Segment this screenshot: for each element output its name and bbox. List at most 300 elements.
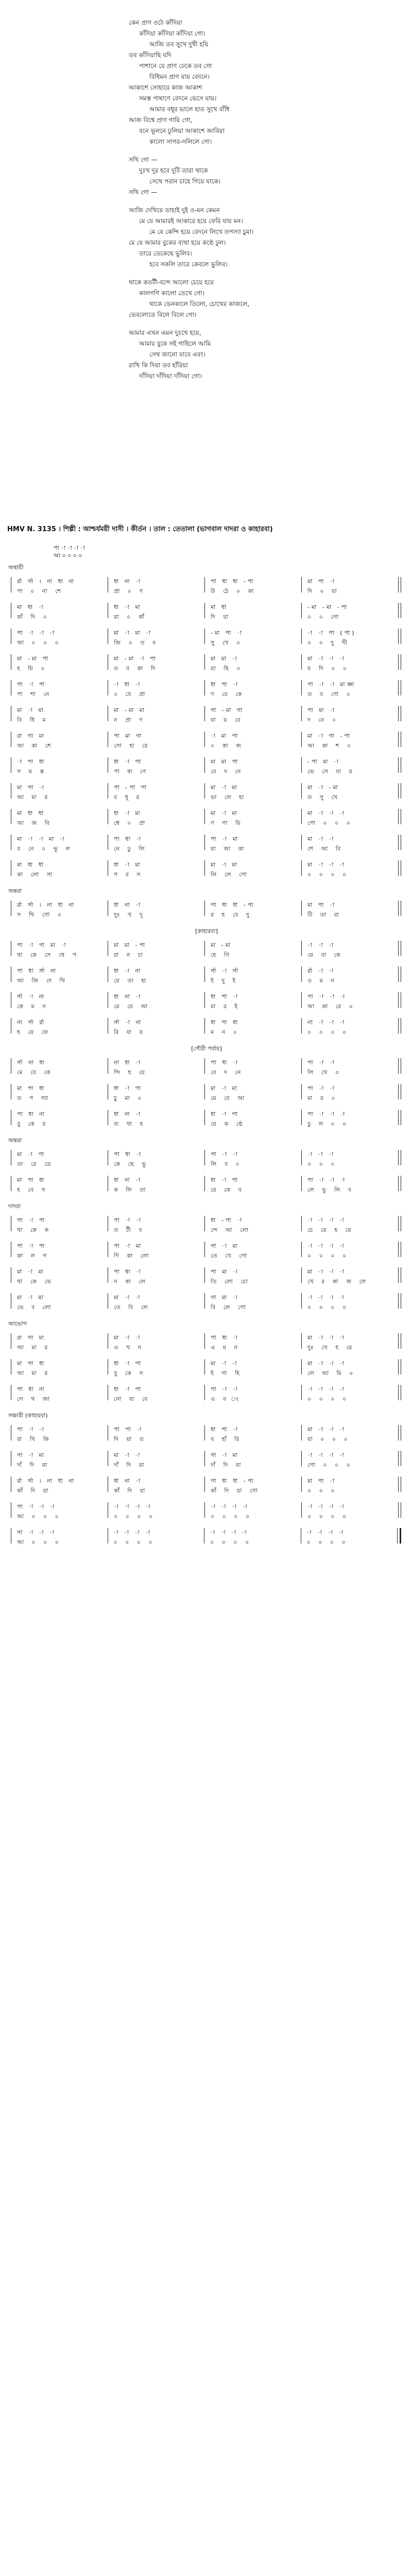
swara-notes: পা মা গা	[114, 733, 144, 739]
lyric-syllables: আ জ বি	[17, 820, 53, 826]
measure	[112, 860, 201, 877]
swara-notes: ধা -া পা	[211, 1111, 240, 1117]
bar-line	[398, 706, 401, 721]
bar-line	[398, 629, 401, 644]
lyric-syllables: টি তা রা	[307, 911, 342, 918]
lyric-syllables: চু মা ০	[114, 1095, 145, 1101]
notation-row	[7, 992, 405, 1009]
lyric-syllables: ভে ব লো	[17, 1304, 54, 1311]
swara-notes: না ধা -া	[114, 1059, 143, 1066]
measure	[15, 1293, 104, 1310]
swara-notes: ধা -া পা	[114, 758, 143, 765]
measure	[112, 654, 201, 671]
swara-notes: না র্সা র্রা	[17, 1019, 46, 1026]
lyrics-line: রাখি কি দিয়া তব হাঁরিয়া	[129, 362, 188, 369]
lyrics-line: মে যে কেন্দি হয়ে বেদনে লিখে তপস্যা চুমা।	[149, 228, 254, 235]
bar-line	[301, 1242, 302, 1257]
bar-line	[398, 992, 401, 1008]
bar-line	[398, 860, 401, 876]
swara-notes: পা -া মা	[114, 1243, 143, 1249]
swara-notes: মা পা -া	[17, 784, 46, 791]
lyric-syllables: ও ম ন	[307, 977, 337, 984]
lyrics-line: আজ বিশ্বে প্রাণ গায়ি গো,	[129, 116, 193, 124]
swara-notes: সা -া -া -া	[17, 1529, 57, 1536]
bar-line	[301, 1058, 302, 1074]
lyric-syllables: আ কা শে	[17, 742, 54, 749]
lyrics-line: আমার বুকে সই গাহিলে আমি	[139, 340, 211, 347]
lyric-syllables: মে যে কে	[17, 1069, 54, 1076]
notation-row	[7, 1267, 405, 1284]
bar-line	[398, 1216, 401, 1231]
notation-row	[7, 860, 405, 877]
lyric-syllables: মা র ০	[307, 1095, 338, 1101]
measure	[305, 941, 394, 957]
swara-notes: -া -া -া -া	[307, 1452, 346, 1459]
lyrics-line: থাকে কতটী-বন্দে আলো চেয়ে হয়ে	[129, 279, 214, 286]
swara-notes: পা ধা -া	[211, 1059, 240, 1066]
bar-line	[204, 1216, 205, 1231]
song-lyrics	[129, 18, 345, 389]
lyric-syllables: কা লো সা	[17, 871, 56, 878]
bar-line	[204, 835, 205, 850]
measure	[305, 860, 394, 877]
lyric-syllables: কাঁ দি য়া	[114, 1487, 148, 1494]
bar-line	[301, 680, 302, 696]
lyric-syllables: ০ ০ ০ ০	[307, 1513, 350, 1520]
measure	[15, 992, 104, 1009]
lyric-syllables: ০ ০ ০	[307, 1161, 338, 1167]
lyric-syllables: বে দ নে	[211, 1069, 244, 1076]
swara-notes: গা -মা গা	[211, 707, 245, 714]
measure	[15, 967, 104, 983]
measure	[15, 706, 104, 722]
measure	[305, 680, 394, 697]
lyric-syllables: য়ে ক ণ্ঠে	[211, 1121, 246, 1127]
measure	[15, 1110, 104, 1126]
measure	[112, 1084, 201, 1100]
bar-line	[301, 1385, 302, 1400]
notation-row	[7, 706, 405, 722]
measure	[305, 1018, 394, 1035]
lyric-syllables: মে যে আ	[211, 1095, 248, 1101]
lyrics-line: দুঃখ দূর হবে দুটি তারা থাকে	[139, 167, 208, 174]
swara-notes: মা -া -া	[114, 1294, 142, 1301]
swara-notes: মা -া মা	[211, 1085, 239, 1092]
notation-row	[7, 783, 405, 800]
bar-line	[398, 835, 401, 850]
swara-notes: মা -া মা	[17, 1268, 45, 1275]
lyrics-line: আমার বধূর ভালে হাত সুখে বাঁধি	[149, 106, 230, 113]
swara-notes: -মা পা -া	[211, 630, 244, 636]
swara-notes: মা পা -া	[307, 1478, 337, 1484]
measure	[209, 1267, 298, 1284]
notation-row	[7, 757, 405, 774]
measure	[15, 1502, 104, 1519]
notation-row	[7, 603, 405, 619]
lyric-syllables: দাঁ দি য়া	[17, 1462, 50, 1468]
lyric-syllables: রা খি কি	[17, 1436, 52, 1443]
swara-notes: গা -া মা	[17, 1452, 46, 1459]
measure	[209, 1242, 298, 1258]
lyric-syllables: এ খ ন	[114, 1344, 145, 1351]
lyrics-line: কালো সাগর-সলিলে গো।	[149, 138, 212, 145]
lyrics-line: দাঁদিয়া দাঁদিয়া দাঁদিয়া গো।	[139, 372, 202, 380]
lyric-syllables: ত টী ব	[114, 1227, 145, 1233]
measure	[112, 706, 201, 722]
bar-line	[204, 1150, 205, 1165]
swara-notes: র্রা র্সা । না ধা না	[17, 1478, 76, 1484]
lyric-syllables: হ বে স	[17, 1187, 48, 1193]
measure	[15, 1451, 104, 1467]
lyric-syllables: প্রা ০ ণ	[114, 588, 146, 595]
swara-notes: র্রা -া -া	[307, 968, 336, 974]
bar-line	[301, 577, 302, 592]
swara-notes: মা -া -া -া	[307, 1426, 346, 1433]
bar-line	[398, 1084, 401, 1099]
bar-line	[301, 1502, 302, 1518]
lyric-syllables: সে থ জা	[17, 1396, 53, 1402]
lyric-syllables: য দি ০ ০	[307, 665, 350, 672]
swara-notes: -া পা ধা	[17, 758, 46, 765]
lyric-syllables: গো ০ ০ ০	[307, 820, 353, 826]
measure	[112, 941, 201, 957]
measure	[305, 1150, 394, 1166]
lyric-syllables: থা কে ভে	[17, 1278, 55, 1285]
swara-notes: ধা না -া	[114, 578, 143, 585]
lyric-syllables: ০ ০ গো	[307, 614, 342, 620]
swara-notes: -া -া -া -া	[307, 1217, 346, 1224]
bar-line	[301, 732, 302, 747]
measure	[112, 1110, 201, 1126]
measure	[209, 1451, 298, 1467]
swara-notes: ধা না -া	[114, 993, 143, 1000]
swara-notes: র্সা -া না	[17, 993, 46, 1000]
notation-row	[7, 835, 405, 851]
bar-line	[301, 1150, 302, 1165]
swara-notes: -া মা পা	[211, 733, 240, 739]
measure	[112, 1425, 201, 1442]
measure	[209, 809, 298, 825]
bar-line	[301, 1176, 302, 1191]
lyric-syllables: ০ ০ ০ ০	[210, 1539, 252, 1546]
lyric-syllables: ই গা হি	[211, 1370, 243, 1377]
lyric-syllables: ক লি তা	[114, 1187, 149, 1193]
lyric-syllables: বি লে গো	[211, 1304, 249, 1311]
bar-line	[398, 1018, 401, 1033]
lyric-syllables: পা ০ না শে	[17, 588, 64, 595]
measure	[208, 1528, 297, 1545]
measure	[209, 967, 298, 983]
swara-notes: -া -া -া	[307, 942, 336, 948]
measure	[209, 1333, 298, 1350]
lyrics-line: মে যে আমারই আকারে হয়ে ফেরি যায় মন।	[139, 217, 243, 225]
lyric-syllables: থা কে সে থে প	[17, 952, 80, 958]
measure	[112, 1333, 201, 1350]
measure	[15, 1528, 104, 1545]
lyric-syllables: আ কা শ ০	[307, 742, 354, 749]
measure	[15, 603, 104, 619]
measure	[112, 835, 201, 851]
lyrics-line: কাঁদিয়া কাঁদিয়া কাঁদিয়া গো।	[139, 30, 205, 37]
bar-line	[398, 1477, 401, 1492]
measure	[305, 706, 394, 722]
lyric-syllables: মা র ই	[211, 1003, 241, 1010]
measure	[209, 901, 298, 917]
notation-row	[7, 967, 405, 983]
measure	[15, 1333, 104, 1350]
measure	[15, 1242, 104, 1258]
swara-notes: র্সা না ধা	[17, 1059, 46, 1066]
measure	[15, 1058, 104, 1075]
lyric-syllables: বু কে স	[114, 1370, 146, 1377]
measure	[305, 1267, 394, 1284]
bar-line	[398, 1293, 401, 1309]
swara-notes: পা ধা -া	[114, 1151, 143, 1158]
lyric-syllables: দাঁ দি য়া	[211, 1462, 244, 1468]
swara-notes: পা ধা না	[17, 1111, 46, 1117]
notation-row	[7, 654, 405, 671]
lyric-syllables: এ ব ং	[211, 1396, 242, 1402]
swara-notes: না -া -া -া	[307, 1019, 347, 1026]
notation-row	[7, 1528, 405, 1545]
measure	[15, 783, 104, 800]
swara-notes: মা পা ধা	[17, 1085, 46, 1092]
bar-line	[204, 1058, 205, 1074]
measure	[112, 1477, 201, 1493]
lyric-syllables: ০ ০ ০ ০	[306, 1539, 349, 1546]
measure	[112, 1385, 201, 1401]
lyric-syllables: ত ব কা দি	[114, 665, 159, 672]
notation-row	[7, 1293, 405, 1310]
lyric-syllables: য়ে যা কে	[307, 952, 344, 958]
bar-line	[204, 1359, 205, 1375]
swara-notes: মা পা ধা	[17, 1177, 46, 1183]
lyrics-stanza	[129, 205, 345, 270]
bar-line	[301, 1110, 302, 1125]
swara-notes: মা -া -া -া	[307, 655, 346, 662]
swara-notes: রা গা মা	[17, 733, 46, 739]
measure	[305, 654, 394, 671]
bar-line	[398, 1451, 401, 1466]
lyrics-line: আজি দেখিয়ে তাহাই দুই ও-মন কেমন	[129, 207, 220, 214]
bar-line	[301, 1425, 302, 1440]
bar-line	[301, 1333, 302, 1349]
bar-line	[301, 1451, 302, 1466]
measure	[209, 577, 298, 594]
lyrics-stanza	[129, 328, 345, 382]
measure	[209, 1058, 298, 1075]
measure	[209, 835, 298, 851]
bar-line	[301, 992, 302, 1008]
swara-notes: পা ধা -া	[211, 1334, 240, 1341]
notation-row	[7, 1150, 405, 1166]
measure	[305, 1359, 394, 1376]
measure	[305, 1176, 394, 1192]
swara-notes: -া -া -া	[307, 1151, 336, 1158]
swara-notes: পা -া -া	[211, 1151, 239, 1158]
lyric-syllables: ০ ০ ০ ০	[211, 1513, 253, 1520]
lyric-syllables: দুঃ খে হ য়ে	[307, 1344, 355, 1351]
measure	[112, 757, 201, 774]
lyrics-line: বিধিমন প্রাণ যায় বেদনে।	[149, 73, 210, 80]
lyric-syllables: রে কে ব	[211, 1187, 245, 1193]
swara-notes: গা -া মা	[211, 1452, 239, 1459]
measure	[209, 1150, 298, 1166]
bar-line	[301, 654, 302, 670]
lyric-syllables: বে দ নে	[211, 768, 244, 775]
measure	[209, 1018, 298, 1035]
swara-notes: মা -া -া -া	[307, 1268, 346, 1275]
bar-line	[397, 1528, 401, 1544]
bar-line	[398, 732, 401, 747]
bar-line	[301, 1477, 302, 1492]
bar-line	[301, 1293, 302, 1309]
bar-line	[398, 783, 401, 799]
bar-line	[301, 941, 302, 956]
lyric-syllables: ০ ০ ০ ০	[113, 1539, 156, 1546]
lyrics-line: সমস্ত পাষাণে বেদনে ভেসে যায়।	[139, 95, 217, 102]
bar-line	[398, 1385, 401, 1400]
bar-line	[301, 1267, 302, 1283]
swara-notes: মা -া -া -া	[307, 1360, 346, 1367]
measure	[209, 757, 298, 774]
bar-line	[204, 1385, 205, 1400]
measure	[112, 1176, 201, 1192]
lyric-syllables: লি ব ০	[211, 1161, 243, 1167]
lyric-syllables: শে আ বি	[307, 845, 344, 852]
bar-line	[398, 1176, 401, 1191]
lyrics-stanza	[129, 277, 345, 320]
lyric-syllables: কাঁ দি ০	[17, 614, 50, 620]
measure	[15, 1084, 104, 1100]
section-label: [কাহারবা]	[195, 928, 218, 935]
swara-notes: পা -া -া -া	[307, 1177, 347, 1183]
lyric-syllables: কে ছে ভু	[114, 1161, 149, 1167]
notation-row	[7, 1176, 405, 1192]
lyric-syllables: বু কে র	[17, 1121, 49, 1127]
measure	[15, 1018, 104, 1035]
measure	[209, 1502, 298, 1519]
lyrics-line: তারে ডেকেছে ভুলিব।	[139, 250, 192, 257]
measure	[112, 732, 201, 748]
lyric-syllables: ব ধূ র	[114, 794, 143, 801]
lyric-syllables: য়া ০ ০ ০	[307, 1436, 351, 1443]
lyric-syllables: আ মা র	[17, 1344, 51, 1351]
measure	[209, 1425, 298, 1442]
bar-line	[204, 680, 205, 696]
measure	[15, 1425, 104, 1442]
bar-line	[398, 1333, 401, 1349]
lyrics-stanza	[129, 155, 345, 198]
lyric-syllables: বি ধি ম	[17, 717, 49, 723]
lyric-syllables: কাঁ দি য়া	[17, 1487, 52, 1494]
swara-notes: পা পা -া	[114, 1426, 144, 1433]
swara-notes: মা -া মা	[211, 784, 239, 791]
bar-line	[204, 1425, 205, 1440]
section-label: [গৌরী পর্যায়]	[191, 1045, 222, 1052]
lyric-syllables: কে ম ন	[17, 1003, 49, 1010]
swara-notes: মা -া -া	[307, 836, 336, 842]
swara-notes: পা ধা ধা -পা	[211, 578, 255, 585]
bar-line	[398, 941, 401, 956]
lyric-syllables: ন্দি হ য়ে	[114, 1069, 148, 1076]
bar-line	[398, 757, 401, 773]
measure	[112, 603, 201, 619]
swara-notes: মা -া -া	[211, 1360, 239, 1367]
swara-notes: ধা -া পা	[114, 1360, 143, 1367]
measure	[15, 1477, 104, 1493]
bar-line	[204, 809, 205, 824]
lyric-syllables: আ ০ ০ ০	[17, 639, 62, 646]
lyrics-line: সখি গো —	[129, 189, 158, 196]
bar-line	[204, 992, 205, 1008]
swara-notes: মা পা ধা	[17, 1360, 46, 1367]
swara-notes: পা -া -া	[307, 1085, 336, 1092]
swara-notes: পা -া -া -া	[17, 630, 57, 636]
measure	[15, 1359, 104, 1376]
measure	[112, 992, 201, 1009]
lyric-syllables: লি খে ০	[307, 1069, 342, 1076]
notation-row	[7, 1018, 405, 1035]
swara-notes: ধা পা -া	[211, 993, 240, 1000]
swara-notes: মা পা -া	[307, 578, 337, 585]
swara-notes: ধা পা ধা	[211, 1019, 240, 1026]
swara-notes: ধা -পা -া	[211, 1217, 244, 1224]
swara-notes: ধা পা -া	[211, 1426, 240, 1433]
lyric-syllables: ত ব গো ০	[307, 691, 353, 698]
measure	[209, 1176, 298, 1192]
lyric-syllables: রি যা য়	[114, 1029, 146, 1036]
bar-line	[398, 1267, 401, 1283]
swara-notes: র্সা -া র্সা	[211, 968, 240, 974]
lyric-syllables: মে যে আ	[114, 1003, 151, 1010]
measure	[305, 1216, 394, 1232]
swara-notes: পা -া পা	[17, 1243, 47, 1249]
lyric-syllables: তি লো চো	[211, 1278, 251, 1285]
measure	[305, 1477, 394, 1493]
swara-notes: রা গা মা	[17, 1334, 46, 1341]
bar-line	[204, 577, 205, 592]
lyric-syllables: এ ম ন	[211, 1344, 241, 1351]
swara-notes: -া -া পা (পা)	[307, 630, 356, 636]
notation-row	[7, 629, 405, 645]
lyric-syllables: ণ ঢে কে	[211, 691, 245, 698]
measure	[305, 1084, 394, 1100]
swaralipi-notation	[7, 542, 405, 1554]
swara-notes: ধা না -া	[114, 902, 143, 908]
swara-notes: ধা -া মা	[114, 861, 142, 868]
swara-notes: -া -া -া -া	[113, 1529, 152, 1536]
lyric-syllables: আ ০ ০ ০	[17, 1539, 62, 1546]
bar-line	[398, 654, 401, 670]
swara-notes: পা ধা না	[17, 1386, 46, 1393]
swara-notes: পা ধা -া	[114, 1268, 143, 1275]
swara-notes: মা -মা পা	[17, 655, 50, 662]
lyric-syllables: আ কা রে ০	[307, 1003, 356, 1010]
measure	[15, 1267, 104, 1284]
measure	[112, 1528, 201, 1545]
lyric-syllables: যা য় বে	[211, 717, 244, 723]
section-label: আভোগ	[8, 1320, 27, 1327]
bar-line	[398, 603, 401, 618]
lyric-syllables: তে বি লে	[114, 1304, 151, 1311]
bar-line	[398, 1242, 401, 1257]
measure	[112, 783, 201, 800]
notation-row	[7, 1084, 405, 1100]
lyric-syllables: আ ০ ০ ০	[17, 1513, 62, 1520]
bar-line	[204, 901, 205, 916]
swara-notes: ধা -া না	[114, 968, 143, 974]
